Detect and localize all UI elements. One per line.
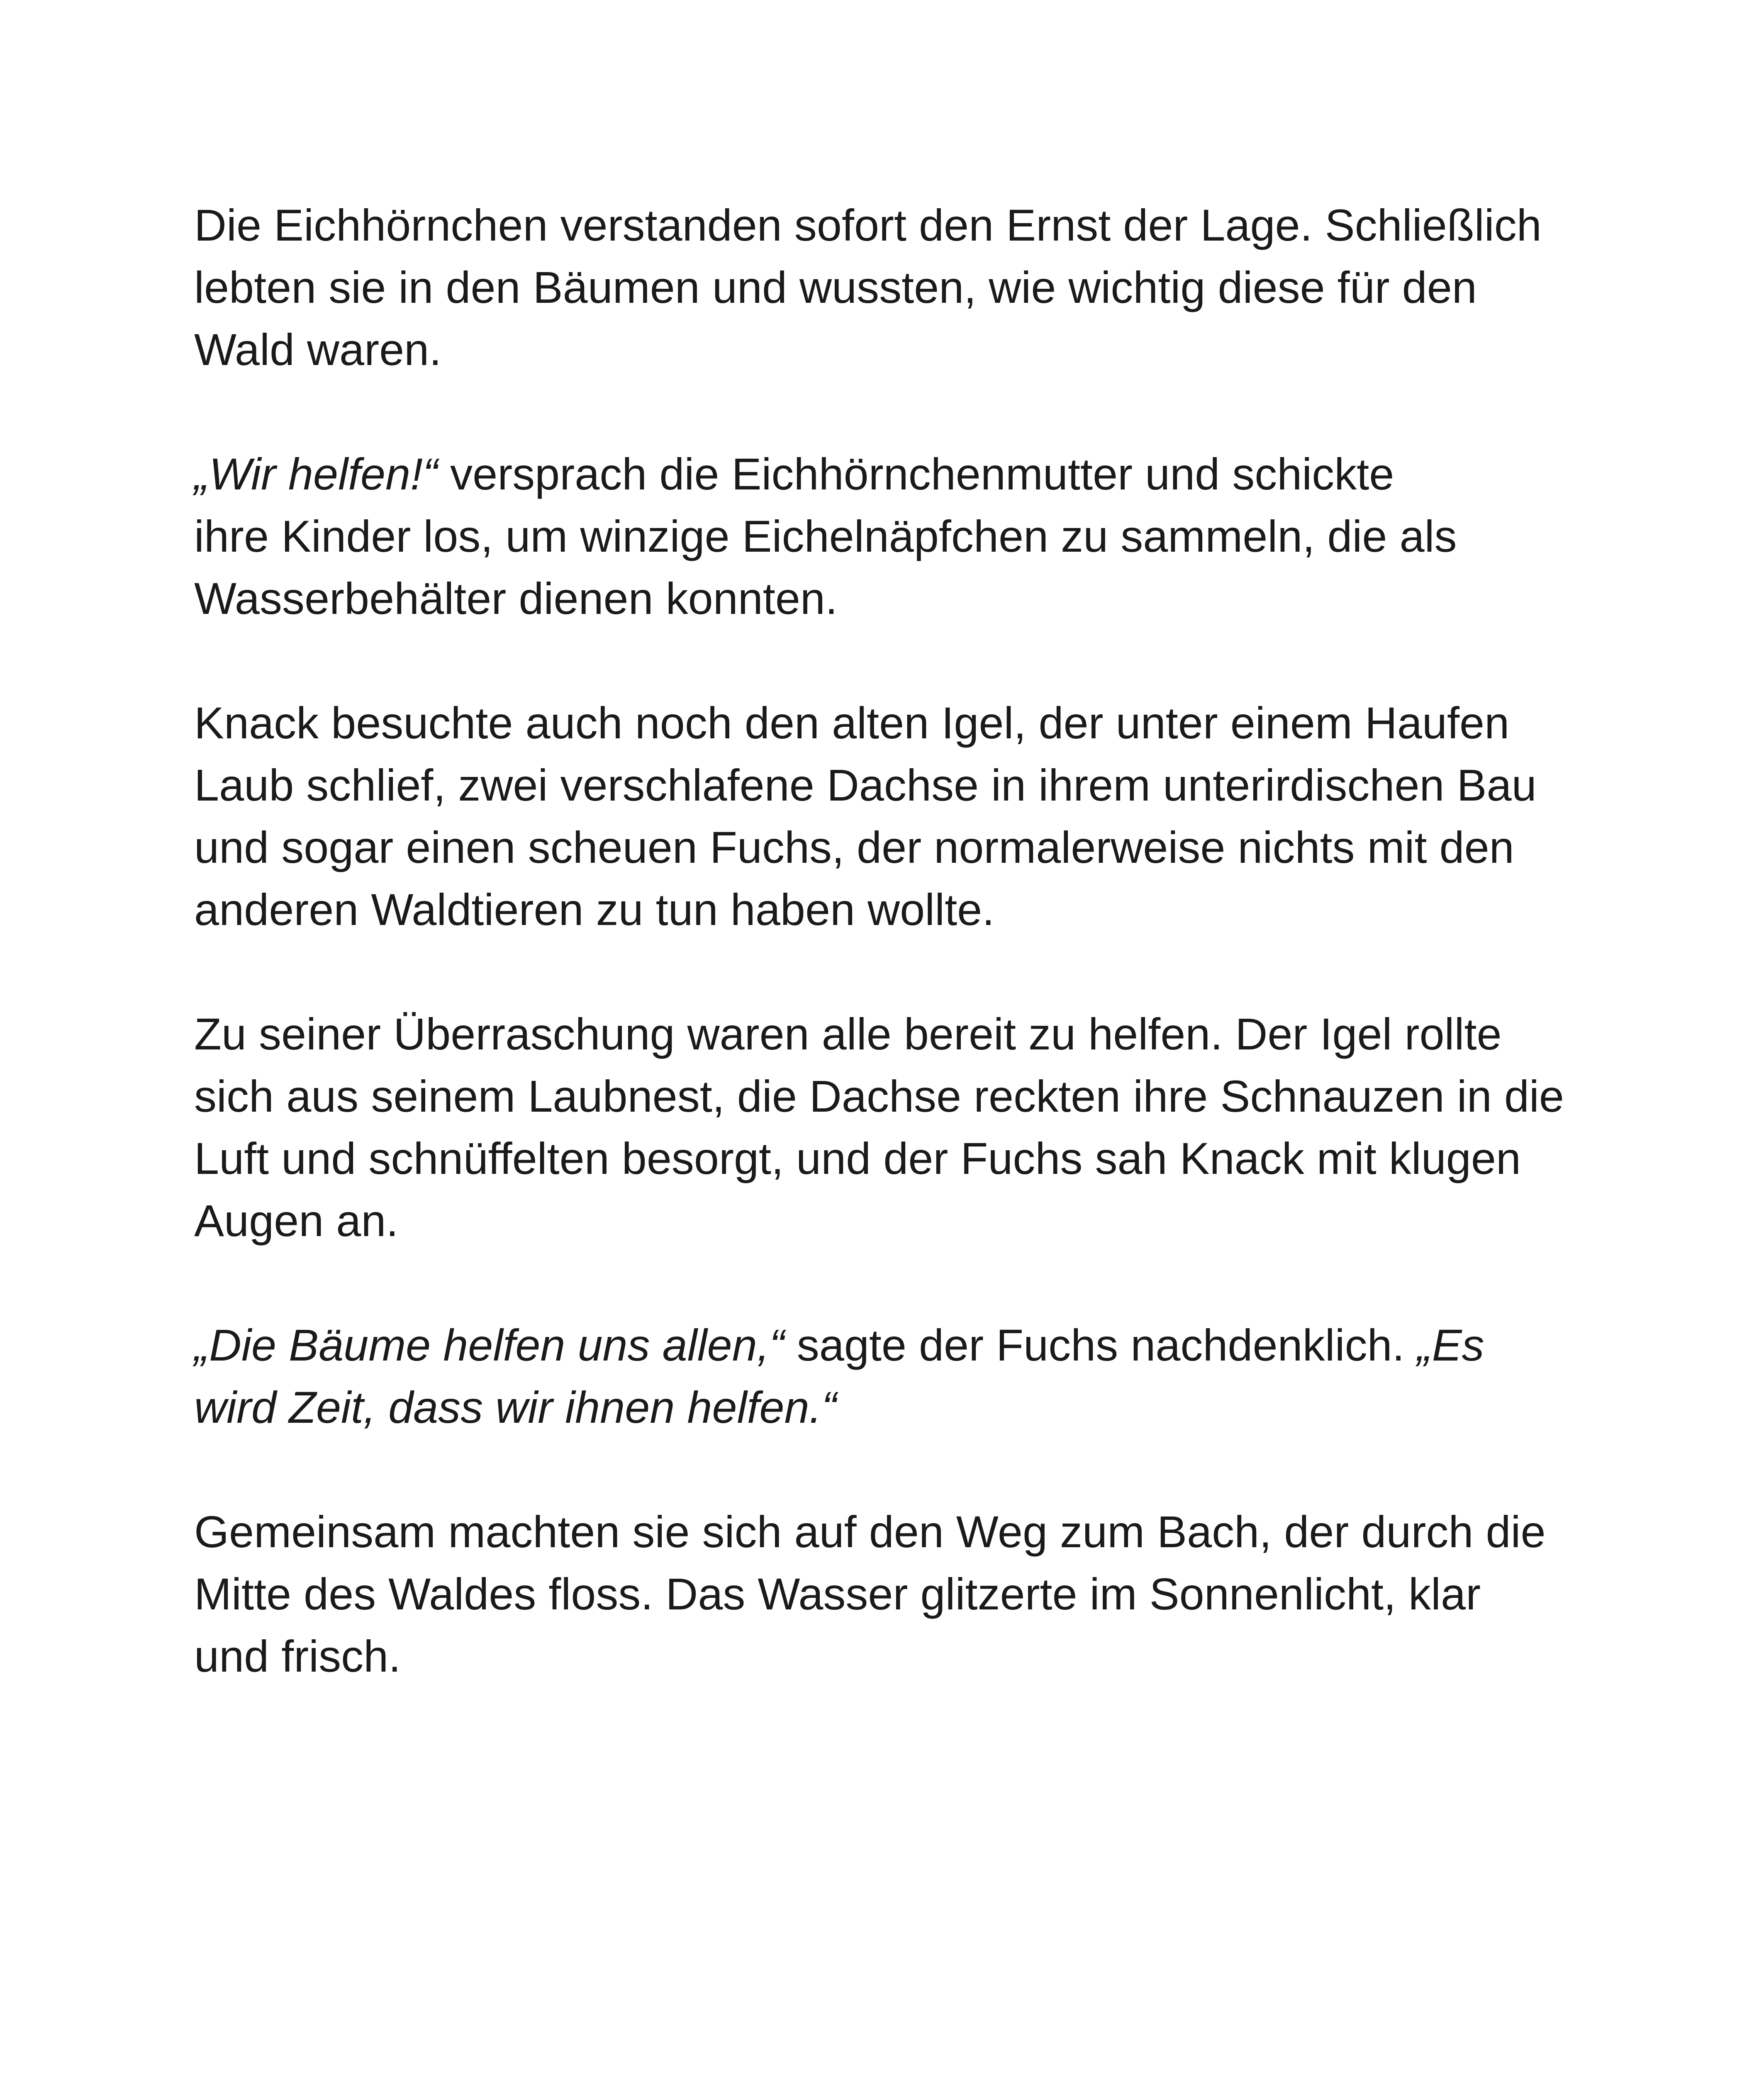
- text-line: [194, 816, 1588, 879]
- paragraph: [194, 1501, 1588, 1687]
- narration-text: Wasserbehälter dienen konnten.: [194, 573, 838, 623]
- text-line: [194, 1127, 1588, 1190]
- paragraph: [194, 1314, 1588, 1439]
- dialogue-text: „Wir helfen!“: [194, 449, 451, 499]
- narration-text: Mitte des Waldes floss. Das Wasser glitzerte im Sonnenlicht, klar: [194, 1569, 1481, 1619]
- narration-text: und sogar einen scheuen Fuchs, der normalerweise nichts mit den: [194, 822, 1514, 872]
- text-line: [194, 879, 1588, 941]
- narration-text: Die Eichhörnchen verstanden sofort den Ernst der Lage. Schließlich: [194, 200, 1542, 250]
- text-line: [194, 1190, 1588, 1252]
- paragraph: [194, 194, 1588, 381]
- paragraph: [194, 1003, 1588, 1252]
- dialogue-text: wird Zeit, dass wir ihnen helfen.“: [194, 1382, 837, 1432]
- narration-text: ihre Kinder los, um winzige Eichelnäpfchen zu sammeln, die als: [194, 511, 1457, 561]
- dialogue-text: „Die Bäume helfen uns allen,“: [194, 1320, 797, 1370]
- text-line: [194, 319, 1588, 381]
- narration-text: und frisch.: [194, 1631, 401, 1681]
- narration-text: Augen an.: [194, 1195, 399, 1246]
- narration-text: sagte der Fuchs nachdenklich.: [797, 1320, 1417, 1370]
- narration-text: anderen Waldtieren zu tun haben wollte.: [194, 884, 995, 935]
- text-line: [194, 1065, 1588, 1127]
- story-text: [194, 194, 1588, 1750]
- narration-text: Luft und schnüffelten besorgt, und der Fuchs sah Knack mit klugen: [194, 1133, 1521, 1183]
- text-line: [194, 1625, 1588, 1687]
- text-line: [194, 505, 1588, 567]
- narration-text: lebten sie in den Bäumen und wussten, wie wichtig diese für den: [194, 262, 1477, 312]
- narration-text: Zu seiner Überraschung waren alle bereit zu helfen. Der Igel rollte: [194, 1009, 1502, 1059]
- narration-text: Knack besuchte auch noch den alten Igel, der unter einem Haufen: [194, 698, 1510, 748]
- narration-text: versprach die Eichhörnchenmutter und schickte: [450, 449, 1394, 499]
- narration-text: Laub schlief, zwei verschlafene Dachse in ihrem unterirdischen Bau: [194, 760, 1537, 810]
- paragraph: [194, 443, 1588, 630]
- narration-text: Wald waren.: [194, 324, 442, 375]
- text-line: [194, 443, 1588, 505]
- text-line: [194, 692, 1588, 754]
- text-line: [194, 754, 1588, 816]
- narration-text: sich aus seinem Laubnest, die Dachse reckten ihre Schnauzen in die: [194, 1071, 1564, 1121]
- text-line: [194, 567, 1588, 630]
- text-line: [194, 1314, 1588, 1376]
- dialogue-text: „Es: [1417, 1320, 1484, 1370]
- text-line: [194, 256, 1588, 319]
- text-line: [194, 1003, 1588, 1065]
- text-line: [194, 194, 1588, 256]
- paragraph: [194, 692, 1588, 941]
- text-line: [194, 1501, 1588, 1563]
- text-line: [194, 1563, 1588, 1625]
- narration-text: Gemeinsam machten sie sich auf den Weg zum Bach, der durch die: [194, 1507, 1546, 1557]
- text-line: [194, 1376, 1588, 1439]
